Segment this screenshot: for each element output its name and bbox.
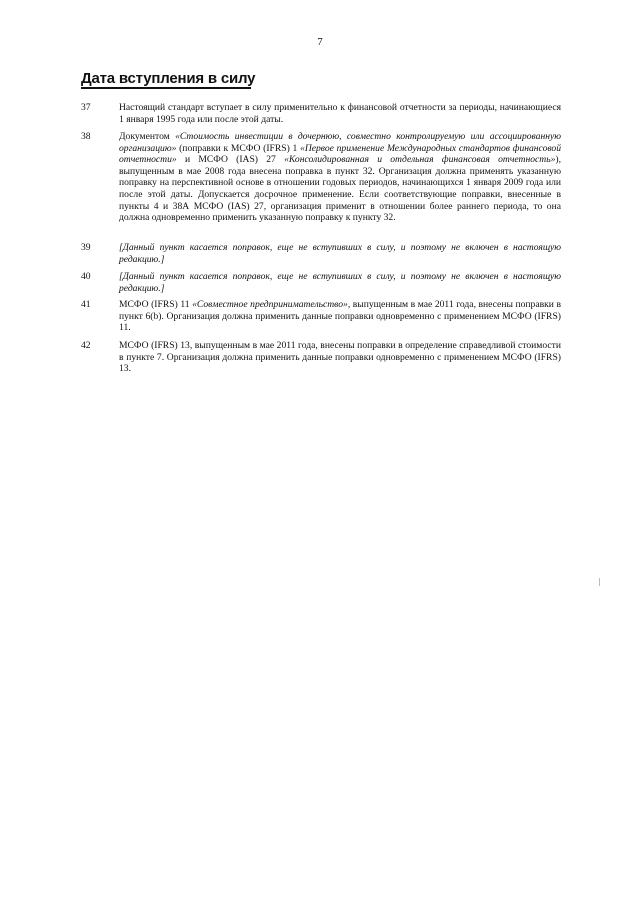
paragraph-text: Настоящий стандарт вступает в силу применительно к финансовой отчетности за периоды, начинающиеся 1 января 1995 года или после этой даты. xyxy=(119,102,561,125)
text-span: Документом xyxy=(119,131,176,142)
paragraph-number: 42 xyxy=(81,340,91,351)
text-span: МСФО (IFRS) 11 xyxy=(119,299,193,310)
document-title-italic: «Стоимость инвестиции в дочернюю, совместно контролируемую или ассоциированную организацию» xyxy=(119,131,561,154)
paragraph-number: 37 xyxy=(81,102,91,113)
paragraph-number: 38 xyxy=(81,131,91,142)
text-span: , выпущенным в мае 2011 года, внесены поправки в пункт 6(b). Организация должна применить данные поправки одновременно с применением МСФО (IFRS) 11. xyxy=(119,299,561,334)
document-title-italic: «Первое применение Международных стандартов финансовой отчетности» xyxy=(119,142,562,166)
document-title-italic: «Совместное предпринимательство» xyxy=(192,299,348,310)
page-number: 7 xyxy=(317,36,323,48)
scan-artifact xyxy=(599,578,600,586)
paragraph-text: [Данный пункт касается поправок, еще не вступивших в силу, и поэтому не включен в настоящую редакцию.] xyxy=(119,242,561,265)
paragraph-text: [Данный пункт касается поправок, еще не вступивших в силу, и поэтому не включен в настоящую редакцию.] xyxy=(119,271,561,294)
paragraph-text xyxy=(119,299,561,334)
paragraph-42 xyxy=(81,340,561,375)
document-title-italic: «Консолидированная и отдельная финансовая отчетность» xyxy=(284,154,556,166)
section-heading: Дата вступления в силу xyxy=(81,70,256,87)
paragraph-number: 41 xyxy=(81,299,91,310)
text-span: (поправки к МСФО (IFRS) 1 xyxy=(176,142,301,154)
paragraph-40 xyxy=(81,271,561,294)
text-span: ), выпущенным в мае 2008 года внесена поправка в пункт 32. Организация должна применять указанную поправку на перспективной основе в отношении годовых периодов, начинающихся 1 января 2009 года или после этой даты. Допускается досрочное применение. Если соответствующие поправки, внесенные в пункты 4 и 38А МСФО (IAS) 27, организация применит в отношении более раннего периода, то она должна одновременно применить указанную поправку к пункту 32. xyxy=(119,154,561,224)
paragraph-number: 39 xyxy=(81,242,91,253)
paragraph-number: 40 xyxy=(81,271,91,282)
text-span: и МСФО (IAS) 27 xyxy=(176,154,285,166)
paragraph-text xyxy=(119,131,561,224)
paragraph-text: МСФО (IFRS) 13, выпущенным в мае 2011 года, внесены поправки в определение справедливой стоимости в пункте 7. Организация должна применить данные поправки одновременно с применением МСФО (IFRS) 13. xyxy=(119,340,561,375)
paragraph-41 xyxy=(81,299,561,334)
paragraph-39 xyxy=(81,242,561,265)
paragraph-38 xyxy=(81,131,561,224)
paragraph-37 xyxy=(81,102,561,125)
